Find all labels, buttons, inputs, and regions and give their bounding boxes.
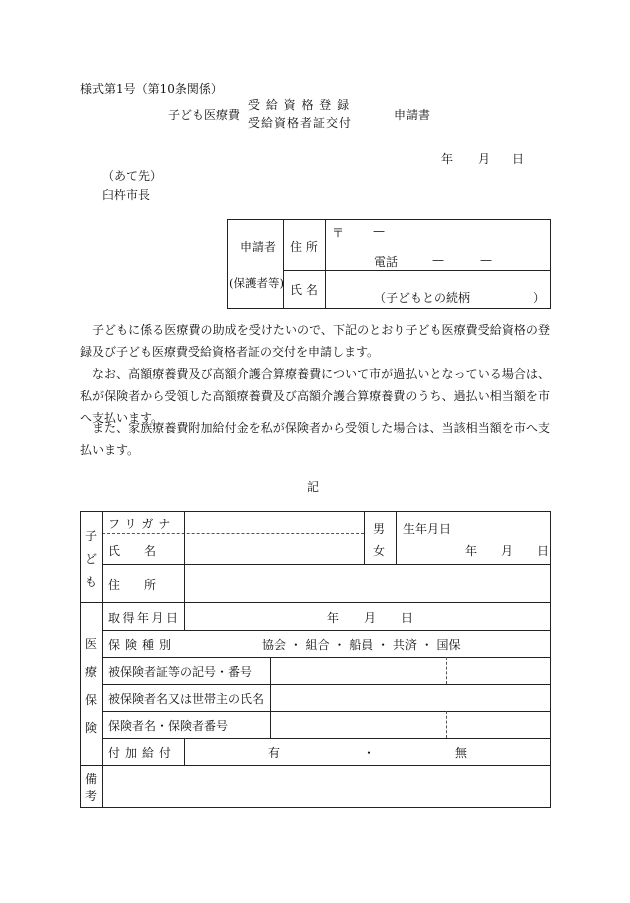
phone-dash-1: —: [432, 253, 444, 267]
birthdate-label: 生年月日: [403, 522, 452, 536]
phone-dash-2: —: [480, 253, 492, 267]
birth-year: 年: [465, 544, 478, 558]
postal-mark: 〒: [332, 226, 345, 240]
benefit-yes: 有: [268, 746, 281, 760]
acquire-day: 日: [401, 611, 414, 625]
addressee-note: （あて先）: [102, 169, 163, 183]
insurance-label-4: 険: [85, 721, 98, 735]
female-label: 女: [373, 544, 386, 558]
title-suffix: 申請書: [394, 108, 431, 122]
insurance-label-2: 療: [85, 665, 98, 679]
child-label-1: 子: [85, 529, 98, 543]
remarks-label-1: 備: [85, 772, 98, 786]
paragraph-3: また、家族療養費附加給付金を私が保険者から受領した場合は、当該相当額を市へ支払います。: [80, 421, 550, 457]
additional-benefit-label: 付加給付: [108, 746, 177, 760]
card-number-label: 被保険者証等の記号・番号: [108, 665, 253, 679]
birth-month: 月: [501, 544, 514, 558]
insurance-type-options: 協会 ・ 組合 ・ 船員 ・ 共済 ・ 国保: [262, 638, 461, 652]
benefit-no: 無: [455, 746, 468, 760]
insurance-label-3: 保: [85, 693, 98, 707]
child-name-label: 氏 名: [108, 544, 157, 558]
remarks-label-2: 考: [85, 789, 98, 803]
title-line-2: 受給資格者証交付: [248, 116, 353, 130]
address-label: 住 所: [290, 240, 318, 254]
relation-label: （子どもとの続柄: [374, 291, 471, 305]
acquire-year: 年: [327, 611, 340, 625]
postal-dash: —: [373, 224, 385, 238]
title-prefix: 子ども医療費: [168, 108, 241, 122]
child-label-3: も: [85, 575, 98, 589]
paragraph-2: なお、高額療養費及び高額介護合算療養費について市が過払いとなっている場合は、私が保険者から受領した高額療養費及び高額介護合算療養費のうち、過払い相当額を市へ支払います。: [80, 367, 550, 425]
title-line-1: 受 給 資 格 登 録: [248, 98, 351, 112]
child-address-label: 住 所: [108, 578, 157, 592]
date-day: 日: [512, 152, 525, 166]
birth-day: 日: [537, 544, 550, 558]
addressee: 臼杵市長: [102, 188, 151, 202]
benefit-dot: ・: [363, 746, 376, 760]
insurance-label-1: 医: [85, 637, 98, 651]
furigana-label: フリガナ: [108, 517, 176, 531]
applicant-label: 申請者: [240, 240, 277, 254]
male-label: 男: [373, 522, 386, 536]
phone-label: 電話: [374, 255, 399, 269]
applicant-sublabel: (保護者等): [229, 276, 284, 290]
relation-close: ）: [533, 291, 546, 305]
date-month: 月: [478, 152, 491, 166]
insurance-type-label: 保険種別: [108, 638, 177, 652]
acquire-month: 月: [364, 611, 377, 625]
name-label: 氏 名: [290, 283, 318, 297]
ki-heading: 記: [307, 480, 320, 494]
child-label-2: ど: [85, 552, 98, 566]
paragraph-1: 子どもに係る医療費の助成を受けたいので、下記のとおり子ども医療費受給資格の登録及び子ども医療費受給資格者証の交付を申請します。: [80, 323, 550, 359]
form-number: 様式第1号（第10条関係）: [80, 82, 223, 96]
date-year: 年: [441, 152, 454, 166]
insured-name-label: 被保険者名又は世帯主の氏名: [108, 692, 265, 706]
insurer-label: 保険者名・保険者番号: [108, 719, 229, 733]
acquire-date-label: 取得年月日: [108, 611, 181, 625]
